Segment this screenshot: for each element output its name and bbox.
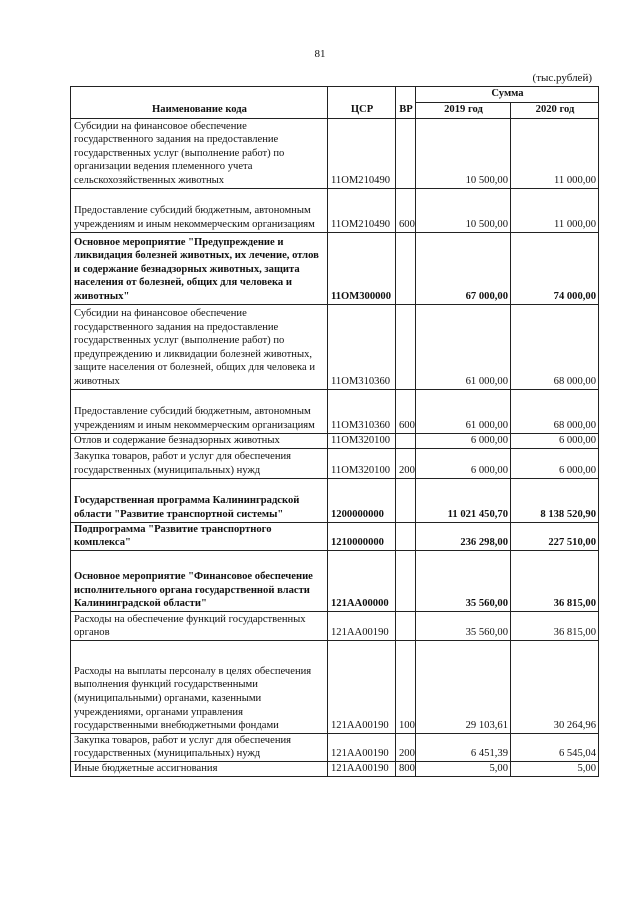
row-name: Предоставление субсидий бюджетным, автономным учреждениям и иным некоммерческим организациям <box>71 389 328 433</box>
row-csr: 1210000000 <box>328 522 396 550</box>
row-name: Закупка товаров, работ и услуг для обеспечения государственных (муниципальных) нужд <box>71 733 328 761</box>
table-row <box>71 478 599 522</box>
row-vr: 100 <box>396 640 416 733</box>
row-vr <box>396 478 416 522</box>
row-2020: 68 000,00 <box>511 389 599 433</box>
row-2019: 6 451,39 <box>416 733 511 761</box>
row-name: Иные бюджетные ассигнования <box>71 761 328 776</box>
row-name: Закупка товаров, работ и услуг для обеспечения государственных (муниципальных) нужд <box>71 448 328 478</box>
row-2020: 36 815,00 <box>511 611 599 640</box>
header-2020: 2020 год <box>511 103 599 119</box>
row-2020: 227 510,00 <box>511 522 599 550</box>
row-csr: 11ОМ210490 <box>328 188 396 232</box>
row-2019: 10 500,00 <box>416 118 511 188</box>
row-2019: 6 000,00 <box>416 448 511 478</box>
row-2020: 30 264,96 <box>511 640 599 733</box>
row-2019: 6 000,00 <box>416 433 511 448</box>
row-csr: 121АА00190 <box>328 761 396 776</box>
row-csr: 11ОМ320100 <box>328 448 396 478</box>
row-csr: 121АА00190 <box>328 611 396 640</box>
table-row <box>71 433 599 448</box>
row-2019: 61 000,00 <box>416 389 511 433</box>
row-vr <box>396 550 416 611</box>
row-2019: 35 560,00 <box>416 611 511 640</box>
row-name: Основное мероприятие "Финансовое обеспечение исполнительного органа государственной власти Калининградской области" <box>71 550 328 611</box>
row-name: Подпрограмма "Развитие транспортного комплекса" <box>71 522 328 550</box>
row-name: Расходы на выплаты персоналу в целях обеспечения выполнения функций государственными (муниципальными) органами, казенными учреждениями, органами управления государственными внебюджетными фондами <box>71 640 328 733</box>
row-vr: 200 <box>396 733 416 761</box>
table-row <box>71 550 599 611</box>
row-2019: 61 000,00 <box>416 304 511 389</box>
row-name: Субсидии на финансовое обеспечение государственного задания на предоставление государственных услуг (выполнение работ) по организации ведения племенного учета сельскохозяйственных животных <box>71 118 328 188</box>
row-csr: 121АА00190 <box>328 640 396 733</box>
table-row <box>71 761 599 776</box>
table-row <box>71 733 599 761</box>
table-row <box>71 232 599 304</box>
header-2019: 2019 год <box>416 103 511 119</box>
row-2019: 67 000,00 <box>416 232 511 304</box>
row-vr: 600 <box>396 188 416 232</box>
row-vr <box>396 433 416 448</box>
row-csr: 11ОМ210490 <box>328 118 396 188</box>
row-name: Основное мероприятие "Предупреждение и ликвидация болезней животных, их лечение, отлов и содержание безнадзорных животных, защита населения от болезней, общих для человека и животных" <box>71 232 328 304</box>
table-row <box>71 389 599 433</box>
row-2020: 68 000,00 <box>511 304 599 389</box>
row-2019: 11 021 450,70 <box>416 478 511 522</box>
row-vr: 600 <box>396 389 416 433</box>
row-name: Государственная программа Калининградской области "Развитие транспортной системы" <box>71 478 328 522</box>
row-2020: 6 000,00 <box>511 433 599 448</box>
row-vr <box>396 118 416 188</box>
row-name: Предоставление субсидий бюджетным, автономным учреждениям и иным некоммерческим организациям <box>71 188 328 232</box>
table-row <box>71 640 599 733</box>
table-row <box>71 188 599 232</box>
row-2019: 35 560,00 <box>416 550 511 611</box>
page-number: 81 <box>314 48 326 60</box>
row-vr <box>396 232 416 304</box>
table-row <box>71 522 599 550</box>
table-body <box>71 118 599 776</box>
budget-table <box>70 86 599 777</box>
table-row <box>71 118 599 188</box>
row-csr: 11ОМ320100 <box>328 433 396 448</box>
row-csr: 121АА00000 <box>328 550 396 611</box>
table-row <box>71 611 599 640</box>
row-vr <box>396 304 416 389</box>
table-row <box>71 304 599 389</box>
row-name: Расходы на обеспечение функций государственных органов <box>71 611 328 640</box>
row-2019: 5,00 <box>416 761 511 776</box>
row-2020: 74 000,00 <box>511 232 599 304</box>
row-csr: 11ОМ310360 <box>328 304 396 389</box>
row-vr: 200 <box>396 448 416 478</box>
row-vr <box>396 611 416 640</box>
row-2019: 29 103,61 <box>416 640 511 733</box>
row-2020: 6 545,04 <box>511 733 599 761</box>
row-2020: 5,00 <box>511 761 599 776</box>
row-2020: 8 138 520,90 <box>511 478 599 522</box>
row-vr <box>396 522 416 550</box>
row-2019: 236 298,00 <box>416 522 511 550</box>
header-name: Наименование кода <box>71 87 328 119</box>
row-2019: 10 500,00 <box>416 188 511 232</box>
row-csr: 11ОМ310360 <box>328 389 396 433</box>
table-row <box>71 448 599 478</box>
row-name: Субсидии на финансовое обеспечение государственного задания на предоставление государственных услуг (выполнение работ) по предупреждению и ликвидации болезней животных, защите населения от болезней, общих для человека и животных <box>71 304 328 389</box>
row-vr: 800 <box>396 761 416 776</box>
row-2020: 36 815,00 <box>511 550 599 611</box>
row-name: Отлов и содержание безнадзорных животных <box>71 433 328 448</box>
row-2020: 6 000,00 <box>511 448 599 478</box>
row-csr: 121АА00190 <box>328 733 396 761</box>
units-label: (тыс.рублей) <box>532 72 592 84</box>
row-2020: 11 000,00 <box>511 118 599 188</box>
header-sum: Сумма <box>416 87 599 103</box>
row-csr: 1200000000 <box>328 478 396 522</box>
header-csr: ЦСР <box>328 87 396 119</box>
row-csr: 11ОМ300000 <box>328 232 396 304</box>
row-2020: 11 000,00 <box>511 188 599 232</box>
header-vr: ВР <box>396 87 416 119</box>
